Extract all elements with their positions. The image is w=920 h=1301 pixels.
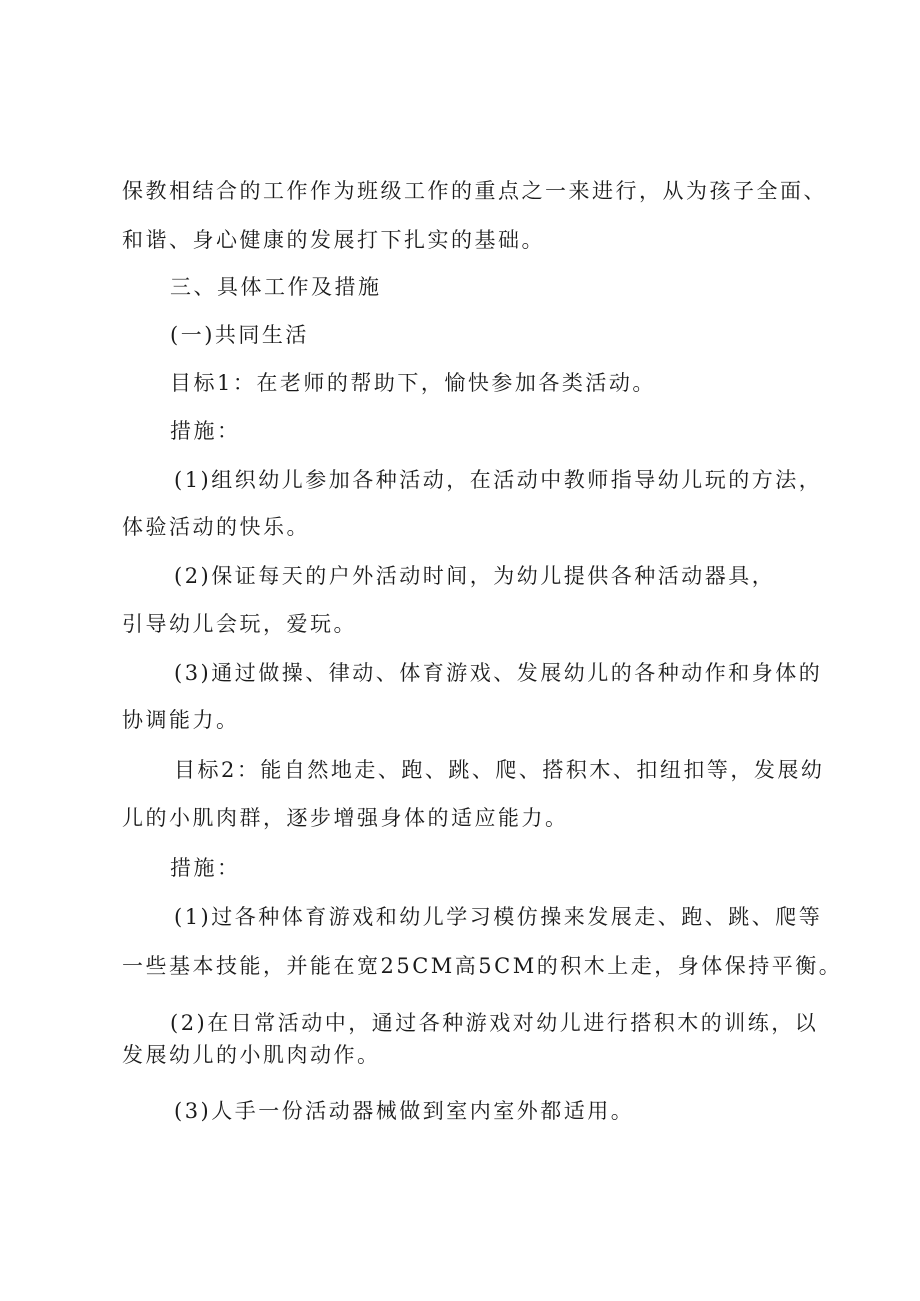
- section-heading: 三、具体工作及措施: [170, 275, 382, 299]
- paragraph-line-2: 和谐、身心健康的发展打下扎实的基础。: [122, 228, 545, 252]
- measure-1-1-line-2: 体验活动的快乐。: [122, 515, 310, 539]
- measure-2-2-line-2: 发展幼儿的小肌肉动作。: [122, 1043, 381, 1067]
- goal-2-line-2: 儿的小肌肉群，逐步增强身体的适应能力。: [122, 806, 569, 830]
- subsection-heading: (一)共同生活: [170, 323, 309, 347]
- measure-1-2-line-1: (2)保证每天的户外活动时间，为幼儿提供各种活动器具，: [174, 564, 776, 588]
- measure-2-2-line-1: (2)在日常活动中，通过各种游戏对幼儿进行搭积木的训练，以: [170, 1011, 819, 1035]
- goal-2-line-1: 目标2：能自然地走、跑、跳、爬、搭积木、扣纽扣等，发展幼: [174, 758, 825, 782]
- measure-1-1-line-1: (1)组织幼儿参加各种活动，在活动中教师指导幼儿玩的方法，: [174, 468, 823, 492]
- measure-2-3-line: (3)人手一份活动器械做到室内室外都适用。: [174, 1099, 635, 1123]
- measure-2-1-line-2: 一些基本技能，并能在宽25CM高5CM的积木上走，身体保持平衡。: [122, 954, 843, 978]
- measure-2-1-line-1: (1)过各种体育游戏和幼儿学习模仿操来发展走、跑、跳、爬等: [174, 905, 823, 929]
- measure-1-2-line-2: 引导幼儿会玩，爱玩。: [122, 612, 357, 636]
- measures-label-1: 措施：: [170, 419, 241, 443]
- paragraph-line-1: 保教相结合的工作作为班级工作的重点之一来进行，从为孩子全面、: [122, 179, 827, 203]
- measure-1-3-line-1: (3)通过做操、律动、体育游戏、发展幼儿的各种动作和身体的: [174, 661, 823, 685]
- measure-1-3-line-2: 协调能力。: [122, 708, 240, 732]
- measures-label-2: 措施：: [170, 856, 241, 880]
- goal-1-line: 目标1：在老师的帮助下，愉快参加各类活动。: [170, 371, 656, 395]
